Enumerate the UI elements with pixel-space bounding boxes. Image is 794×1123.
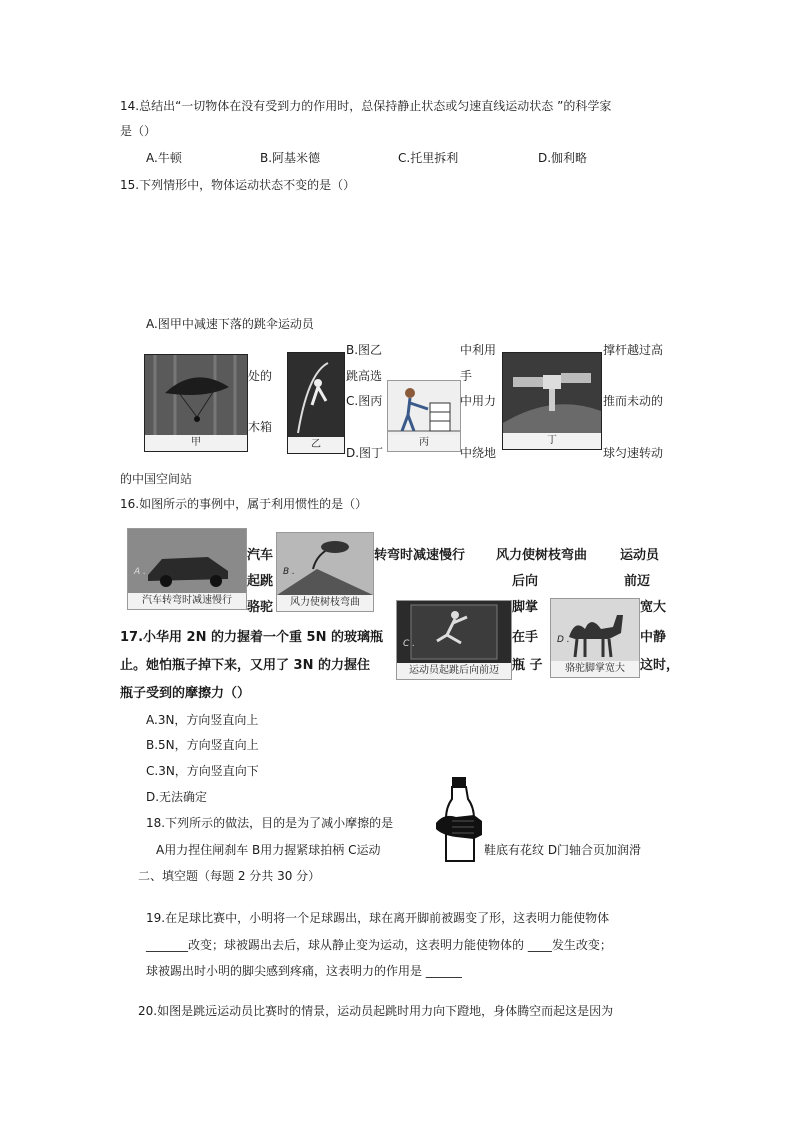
q15-frag-shou: 手 (460, 369, 473, 383)
bottle-in-hand-icon (434, 775, 486, 865)
q15-frag-c-mid: 中用力 (460, 394, 497, 408)
q15-frag-b-right: 撑杆越过高 (603, 343, 664, 357)
q14-option-a: A.牛顿 (146, 151, 182, 165)
q15-frag-b-label: B.图乙 (346, 343, 383, 357)
space-station-icon (503, 353, 601, 433)
q15-frag-d-label: D.图丁 (346, 446, 384, 460)
pic-tag-b: B . (283, 567, 295, 577)
photo-car-turning (127, 528, 247, 610)
q19-line3-text: 球被踢出时小明的脚尖感到疼痛，这表明力的作用是 (146, 964, 423, 978)
q16-frag-fengli: 风力使树枝弯曲 (496, 548, 588, 563)
q16-frag-pingzi: 瓶 子 (512, 658, 543, 673)
caption-bing: 丙 (388, 435, 460, 451)
q16-frag-houxiang: 后向 (512, 574, 539, 589)
q15-option-a: A.图甲中减速下落的跳伞运动员 (146, 317, 314, 331)
tree-icon (277, 533, 373, 595)
q17-line3: 瓶子受到的摩擦力（） (120, 686, 251, 701)
q15-frag-d-right: 球匀速转动 (603, 446, 664, 460)
q14-option-d: D.伽利略 (538, 151, 588, 165)
q15-tail: 的中国空间站 (120, 472, 193, 486)
q18-options-left: A用力捏住闸刹车 B用力握紧球拍柄 C运动 (156, 843, 381, 857)
q19-line2-end: 发生改变； (551, 938, 612, 952)
q15-frag-muxiang: 木箱 (248, 420, 273, 434)
q15-frag-b-mid: 中利用 (460, 343, 497, 357)
q17-option-c: C.3N，方向竖直向下 (146, 764, 259, 778)
q16-frag-jiaozhang: 脚掌 (512, 600, 539, 615)
parachute-icon (145, 355, 247, 435)
q15-frag-chu: 处的 (248, 369, 273, 383)
q19-line3 (146, 963, 462, 979)
q15-frag-c-right: 推而未动的 (603, 394, 664, 408)
q17-option-d: D.无法确定 (146, 790, 208, 804)
q16-frag-kuanda: 宽大 (640, 600, 667, 615)
caption-yi: 乙 (288, 437, 344, 453)
jumper-icon (397, 601, 511, 663)
pic-tag-a: A . (134, 567, 146, 577)
q20-line1: 20.如图是跳远运动员比赛时的情景，运动员起跳时用力向下蹬地，身体腾空而起这是因为 (138, 1004, 614, 1018)
q19-blank-3: ______ (425, 964, 462, 978)
q16-frag-zhongjing: 中静 (640, 630, 667, 645)
section-title: 二、填空题（每题 2 分共 30 分） (138, 869, 321, 883)
photo-long-jump (396, 600, 512, 680)
caption-car: 汽车转弯时减速慢行 (128, 593, 246, 609)
q16-frag-zhuanwan: 转弯时减速慢行 (374, 548, 466, 563)
pic-tag-d: D . (557, 635, 570, 645)
q16-frag-qianmai: 前迈 (624, 574, 651, 589)
q15-frag-tiaogao: 跳高选 (346, 369, 383, 383)
q19-line1: 19.在足球比赛中，小明将一个足球踢出，球在离开脚前被踢变了形，这表明力能使物体 (146, 911, 610, 925)
q16-frag-luotuo: 骆驼 (247, 600, 274, 615)
q19-blank-2: ____ (527, 938, 552, 952)
caption-jump: 运动员起跳后向前迈 (397, 663, 511, 679)
photo-parachutist (144, 354, 248, 452)
q19-line2 (146, 937, 612, 953)
camel-icon (551, 599, 639, 661)
q15-frag-c-label: C.图丙 (346, 394, 383, 408)
q14-option-c: C.托里拆利 (398, 151, 459, 165)
photo-tree-bending (276, 532, 374, 612)
caption-camel: 骆驼脚掌宽大 (551, 661, 639, 677)
pole-vault-icon (288, 353, 344, 437)
q16-frag-qiche: 汽车 (247, 548, 274, 563)
q16-frag-zaishou: 在手 (512, 630, 539, 645)
q17-line1: 17.小华用 2N 的力握着一个重 5N 的玻璃瓶 (120, 630, 383, 645)
q16-frag-qitiao: 起跳 (247, 574, 274, 589)
q16-frag-yundongyuan: 运动员 (620, 548, 660, 563)
q17-line2: 止。她怕瓶子掉下来，又用了 3N 的力握住 (120, 658, 370, 673)
q17-option-a: A.3N，方向竖直向上 (146, 713, 259, 727)
q15-stem: 15.下列情形中，物体运动状态不变的是（） (120, 178, 356, 192)
push-box-icon (388, 381, 460, 435)
photo-pushing-box (387, 380, 461, 452)
q18-stem: 18.下列所示的做法，目的是为了减小摩擦的是 (146, 816, 394, 830)
photo-camel (550, 598, 640, 678)
q14-line2: 是（） (120, 124, 157, 138)
q14-line1: 14.总结出“一切物体在没有受到力的作用时，总保持静止状态或匀速直线运动状态 ”的科学家 (120, 99, 612, 113)
caption-ding: 丁 (503, 433, 601, 449)
pic-tag-c: C . (403, 639, 416, 649)
photo-pole-vaulter (287, 352, 345, 454)
caption-jia: 甲 (145, 435, 247, 451)
q15-frag-d-mid: 中绕地 (460, 446, 497, 460)
q17-option-b: B.5N，方向竖直向上 (146, 738, 259, 752)
car-icon (128, 529, 246, 593)
caption-tree: 风力使树枝弯曲 (277, 595, 373, 611)
q18-options-right: 鞋底有花纹 D门轴合页加润滑 (484, 843, 642, 857)
q19-line2-mid: 改变；球被踢出去后，球从静止变为运动，这表明力能使物体的 (188, 938, 525, 952)
q16-stem: 16.如图所示的事例中，属于利用惯性的是（） (120, 497, 368, 511)
q19-blank-1: _______ (146, 938, 188, 952)
q16-frag-zheshi: 这时， (640, 658, 680, 673)
photo-space-station (502, 352, 602, 450)
q14-option-b: B.阿基米德 (260, 151, 321, 165)
